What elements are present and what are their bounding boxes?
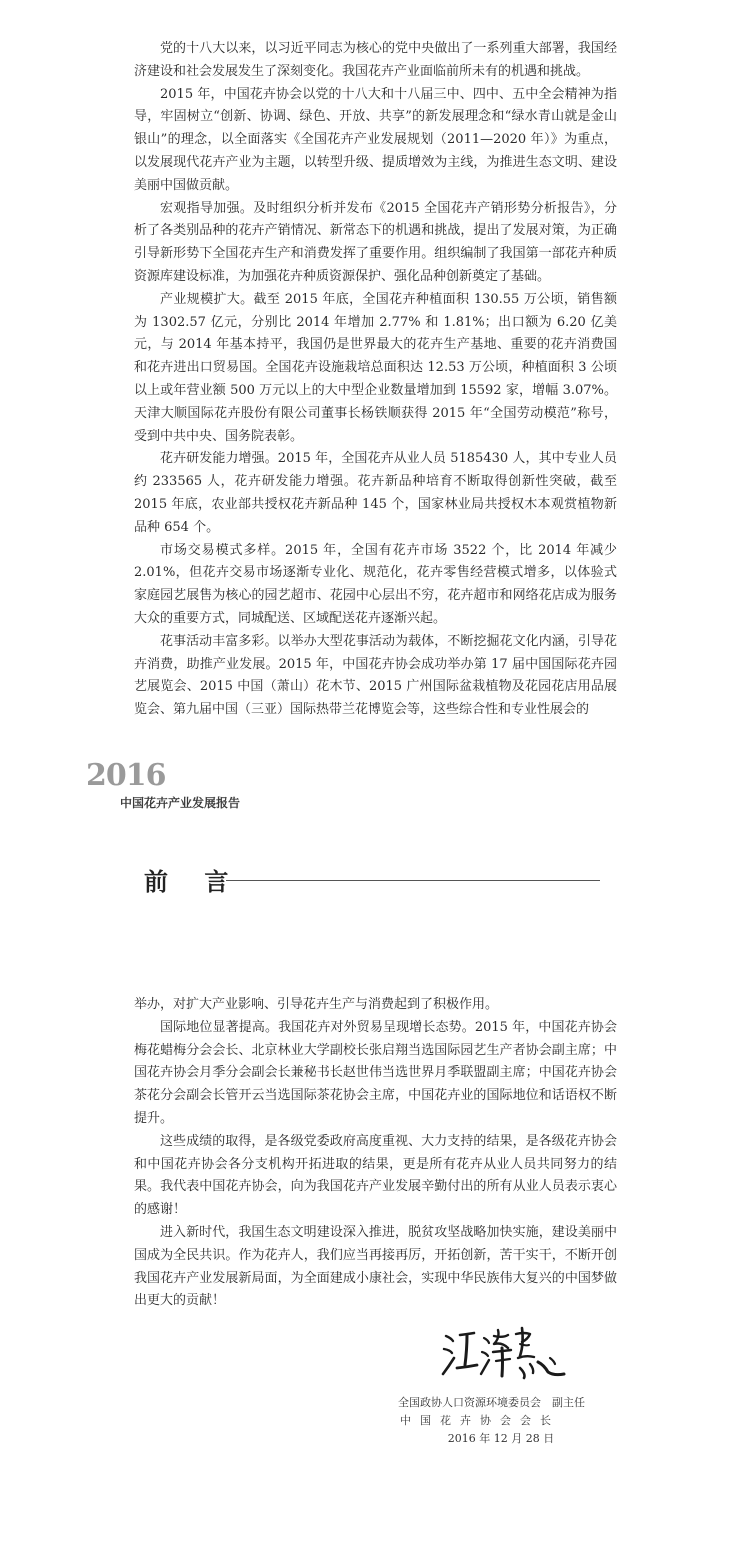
handwritten-signature [438, 1322, 570, 1384]
paragraph: 花卉研发能力增强。2015 年，全国花卉从业人员 5185430 人，其中专业人员约 233565 人，花卉研发能力增强。花卉新品种培育不断取得创新性突破，截至 2015 年底，农业部共授权花卉新品种 145 个，国家林业局共授权木本观赏植物新品种 654 个。 [134, 451, 617, 535]
paragraph: 党的十八大以来，以习近平同志为核心的党中央做出了一系列重大部署，我国经济建设和社会发展发生了深刻变化。我国花卉产业面临前所未有的机遇和挑战。 [134, 41, 617, 79]
report-year: 2016 [86, 758, 166, 793]
page-bottom-text [134, 994, 617, 1313]
paragraph: 进入新时代，我国生态文明建设深入推进，脱贫攻坚战略加快实施，建设美丽中国成为全民共识。作为花卉人，我们应当再接再厉，开拓创新，苦干实干，不断开创我国花卉产业发展新局面，为全面建成小康社会，实现中华民族伟大复兴的中国梦做出更大的贡献！ [134, 1224, 617, 1309]
paragraph: 2015 年，中国花卉协会以党的十八大和十八届三中、四中、五中全会精神为指导，牢固树立“创新、协调、绿色、开放、共享”的新发展理念和“绿水青山就是金山银山”的理念，以全面落实《全国花卉产业发展规划（2011—2020 年）》为重点，以发展现代花卉产业为主题，以转型升级、提质增效为主线，为推进生态文明、建设美丽中国做贡献。 [134, 86, 617, 193]
page-top-text [134, 38, 617, 722]
signer-position: 全国政协人口资源环境委员会 副主任 [398, 1396, 585, 1409]
report-title: 中国花卉产业发展报告 [120, 796, 241, 810]
signature-block [398, 1394, 618, 1448]
paragraph: 产业规模扩大。截至 2015 年底，全国花卉种植面积 130.55 万公顷，销售额为 1302.57 亿元，分别比 2014 年增加 2.77% 和 1.81%；出口额为 6.20 亿美元，与 2014 年基本持平，我国仍是世界最大的花卉生产基地、重要的花卉消费国和花卉进出口贸易国。全国花卉设施栽培总面积达 12.53 万公顷，种植面积 3 公顷以上或年营业额 500 万元以上的大中型企业数量增加到 15592 家，增幅 3.07%。天津大顺国际花卉股份有限公司董事长杨铁顺获得 2015 年“全国劳动模范”称号，受到中共中央、国务院表彰。 [134, 291, 617, 444]
paragraph: 宏观指导加强。及时组织分析并发布《2015 全国花卉产销形势分析报告》，分析了各类别品种的花卉产销情况、新常态下的机遇和挑战，提出了发展对策，为正确引导新形势下全国花卉生产和消费发挥了重要作用。组织编制了我国第一部花卉种质资源库建设标准，为加强花卉种质资源保护、强化品种创新奠定了基础。 [134, 200, 617, 284]
paragraph-continuation: 举办，对扩大产业影响、引导花卉生产与消费起到了积极作用。 [134, 997, 499, 1012]
paragraph: 国际地位显著提高。我国花卉对外贸易呈现增长态势。2015 年，中国花卉协会梅花蜡梅分会会长、北京林业大学副校长张启翔当选国际园艺生产者协会副主席；中国花卉协会月季分会副会长兼秘书长赵世伟当选世界月季联盟副主席；中国花卉协会茶花分会副会长管开云当选国际茶花协会主席，中国花卉业的国际地位和话语权不断提升。 [134, 1019, 617, 1126]
paragraph: 市场交易模式多样。2015 年，全国有花卉市场 3522 个，比 2014 年减少 2.01%，但花卉交易市场逐渐专业化、规范化，花卉零售经营模式增多，以体验式家庭园艺展售为核心的园艺超市、花园中心层出不穷，花卉超市和网络花店成为服务大众的重要方式，同城配送、区域配送花卉逐渐兴起。 [134, 542, 617, 626]
signer-role: 中国花卉协会会长 [400, 1414, 560, 1427]
paragraph: 花事活动丰富多彩。以举办大型花事活动为载体，不断挖掘花文化内涵，引导花卉消费，助推产业发展。2015 年，中国花卉协会成功举办第 17 届中国国际花卉园艺展览会、2015 中国（萧山）花木节、2015 广州国际盆栽植物及花园花店用品展览会、第九届中国（三亚）国际热带兰花博览会等，这些综合性和专业性展会的 [134, 633, 617, 718]
chapter-title: 前 言 [144, 868, 243, 896]
chapter-rule [226, 880, 600, 881]
paragraph: 这些成绩的取得，是各级党委政府高度重视、大力支持的结果，是各级花卉协会和中国花卉协会各分支机构开拓进取的结果，更是所有花卉从业人员共同努力的结果。我代表中国花卉协会，向为我国花卉产业发展辛勤付出的所有从业人员表示衷心的感谢！ [134, 1133, 617, 1218]
signature-date: 2016 年 12 月 28 日 [447, 1432, 555, 1445]
